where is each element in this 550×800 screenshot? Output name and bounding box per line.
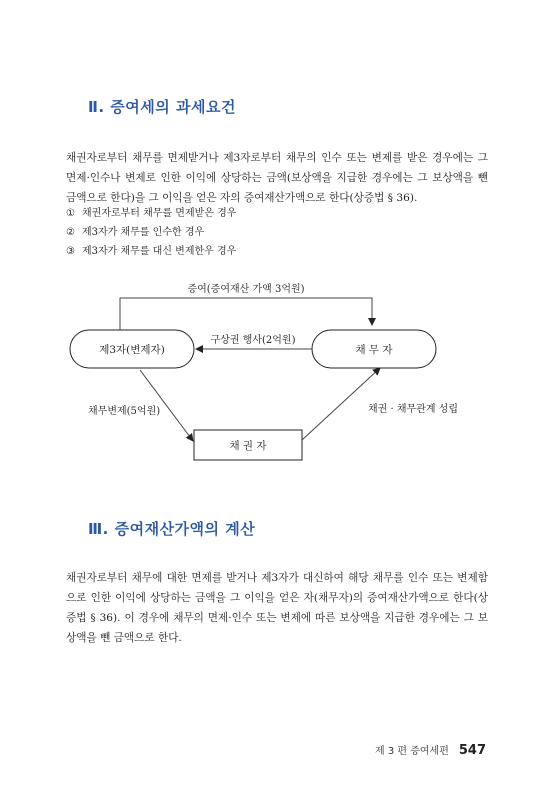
section-heading-3: Ⅲ. 증여재산가액의 계산 bbox=[88, 520, 256, 538]
list-item-text: 제3자가 채무를 대신 변제한우 경우 bbox=[82, 246, 237, 257]
footer-section: 제 3 편 증여세편 bbox=[375, 746, 449, 757]
list-item-number: ② bbox=[66, 227, 75, 238]
list-item-text: 채권자로부터 채무를 면제받은 경우 bbox=[82, 208, 237, 219]
section-2-paragraph: 채권자로부터 채무를 면제받거나 제3자로부터 채무의 인수 또는 변제를 받은 경우에는 그 면제·인수나 변제로 인한 이익에 상당하는 금액(보상액을 지급한 경우에는 그 보상액을 뺀 금액으로 한다)을 그 이익을 얻은 자의 증여재산가액으로 한다(상증법 § 36). bbox=[66, 152, 488, 204]
repayment-label: 채무변제(5억원) bbox=[88, 406, 161, 417]
debt-relation-label: 채권 · 채무관계 성립 bbox=[368, 404, 458, 415]
page-number: 547 bbox=[458, 743, 486, 758]
list-item-number: ① bbox=[66, 208, 75, 219]
gift-label: 증여(증여재산 가액 3억원) bbox=[187, 284, 305, 295]
debtor-node-label: 채 무 자 bbox=[355, 344, 393, 356]
gift-connector bbox=[120, 298, 372, 330]
list-item-number: ③ bbox=[66, 246, 75, 257]
page-footer bbox=[375, 742, 486, 758]
section-3-paragraph: 채권자로부터 채무에 대한 면제를 받거나 제3자가 대신하여 해당 채무를 인수 또는 변제함으로 인한 이익에 상당하는 금액을 그 이익을 얻은 자(채무자)의 증여재산가액으로 한다(상증법 § 36). 이 경우에 채무의 면제·인수 또는 변제에 따른 보상액을 지급한 경우에는 그 보상액을 뺀 금액으로 한다. bbox=[66, 572, 488, 644]
section-heading-2: Ⅱ. 증여세의 과세요건 bbox=[88, 98, 236, 116]
third-party-node-label: 제3자(변제자) bbox=[99, 344, 165, 356]
creditor-node-label: 채 권 자 bbox=[229, 440, 267, 452]
recourse-label: 구상권 행사(2억원) bbox=[210, 335, 296, 346]
list-item-text: 제3자가 채무를 인수한 경우 bbox=[82, 227, 205, 238]
